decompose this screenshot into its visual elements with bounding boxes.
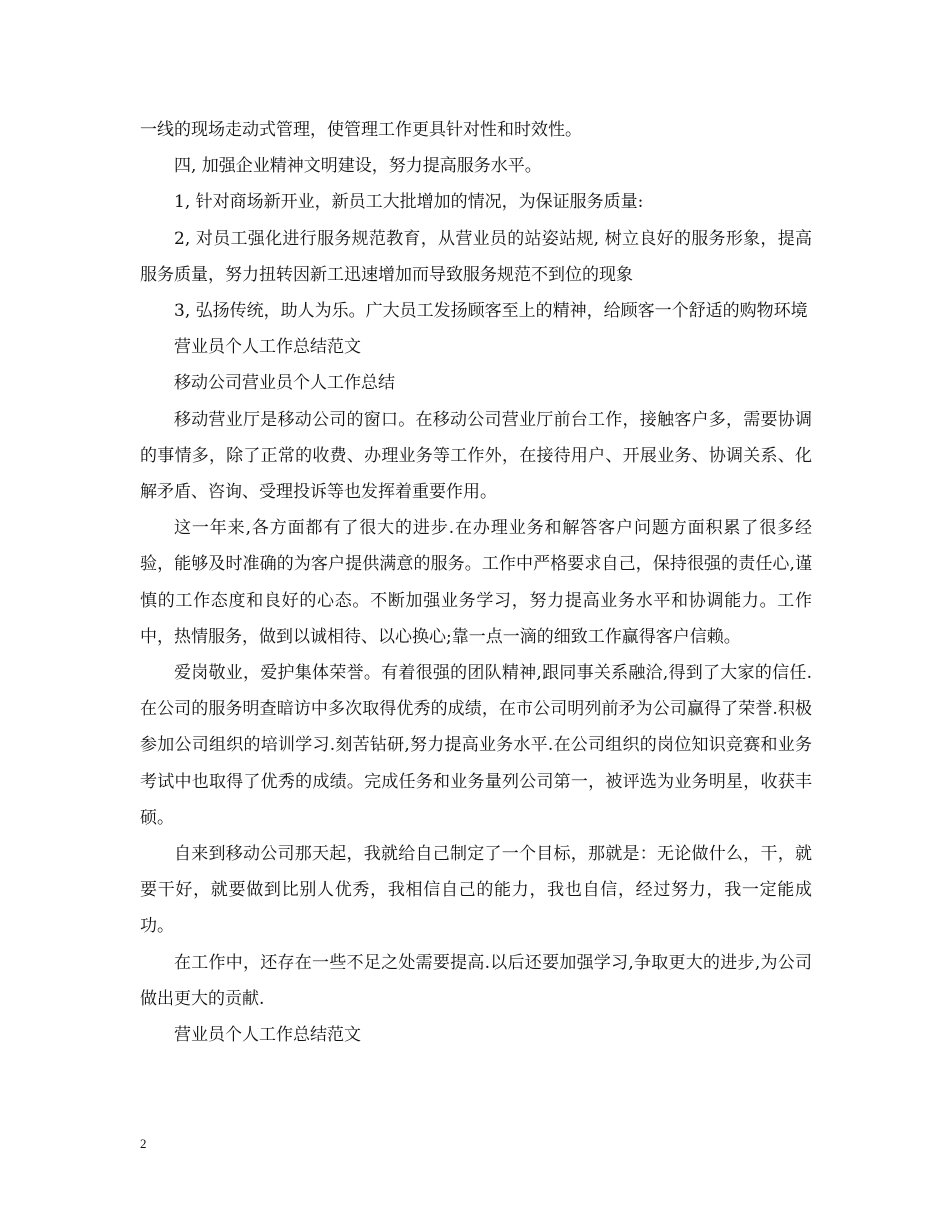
paragraph: 一线的现场走动式管理，使管理工作更具针对性和时效性。	[140, 120, 582, 140]
paragraph: 爱岗敬业，爱护集体荣誉。有着很强的团队精神,跟同事关系融洽,得到了大家的信任.在公司的服务明查暗访中多次取得优秀的成绩，在市公司明列前矛为公司赢得了荣誉.积极参加公司组织的培训学习.刻苦钻研,努力提高业务水平.在公司组织的岗位知识竞赛和业务考试中也取得了优秀的成绩。完成任务和业务量列公司第一，被评选为业务明星，收获丰硕。	[140, 663, 812, 828]
list-item: 2, 对员工强化进行服务规范教育，从营业员的站姿站规, 树立良好的服务形象，提高服务质量，努力扭转因新工迅速增加而导致服务规范不到位的现象	[140, 228, 812, 285]
paragraph: 自来到移动公司那天起，我就给自己制定了一个目标，那就是：无论做什么，干，就要干好，就要做到比别人优秀，我相信自己的能力，我也自信，经过努力，我一定能成功。	[140, 844, 812, 937]
page-number: 2	[140, 1136, 147, 1151]
paragraph: 移动营业厅是移动公司的窗口。在移动公司营业厅前台工作，接触客户多，需要协调的事情多，除了正常的收费、办理业务等工作外，在接待用户、开展业务、协调关系、化解矛盾、咨询、受理投诉等也发挥着重要作用。	[140, 409, 812, 503]
heading: 营业员个人工作总结范文	[174, 1025, 361, 1046]
paragraph: 在工作中，还存在一些不足之处需要提高.以后还要加强学习,争取更大的进步,为公司做出更大的贡献.	[140, 952, 812, 1009]
heading: 营业员个人工作总结范文	[174, 337, 361, 358]
list-item: 3, 弘扬传统，助人为乐。广大员工发扬顾客至上的精神，给顾客一个舒适的购物环境	[174, 301, 808, 322]
list-item: 1, 针对商场新开业，新员工大批增加的情况，为保证服务质量:	[174, 192, 644, 213]
document-body	[140, 112, 812, 1053]
section-heading: 四, 加强企业精神文明建设，努力提高服务水平。	[174, 156, 542, 177]
paragraph: 这一年来,各方面都有了很大的进步.在办理业务和解答客户问题方面积累了很多经验，能够及时准确的为客户提供满意的服务。工作中严格要求自己，保持很强的责任心,谨慎的工作态度和良好的心态。不断加强业务学习，努力提高业务水平和协调能力。工作中，热情服务，做到以诚相待、以心换心;靠一点一滴的细致工作赢得客户信赖。	[140, 518, 812, 647]
heading: 移动公司营业员个人工作总结	[174, 373, 395, 394]
